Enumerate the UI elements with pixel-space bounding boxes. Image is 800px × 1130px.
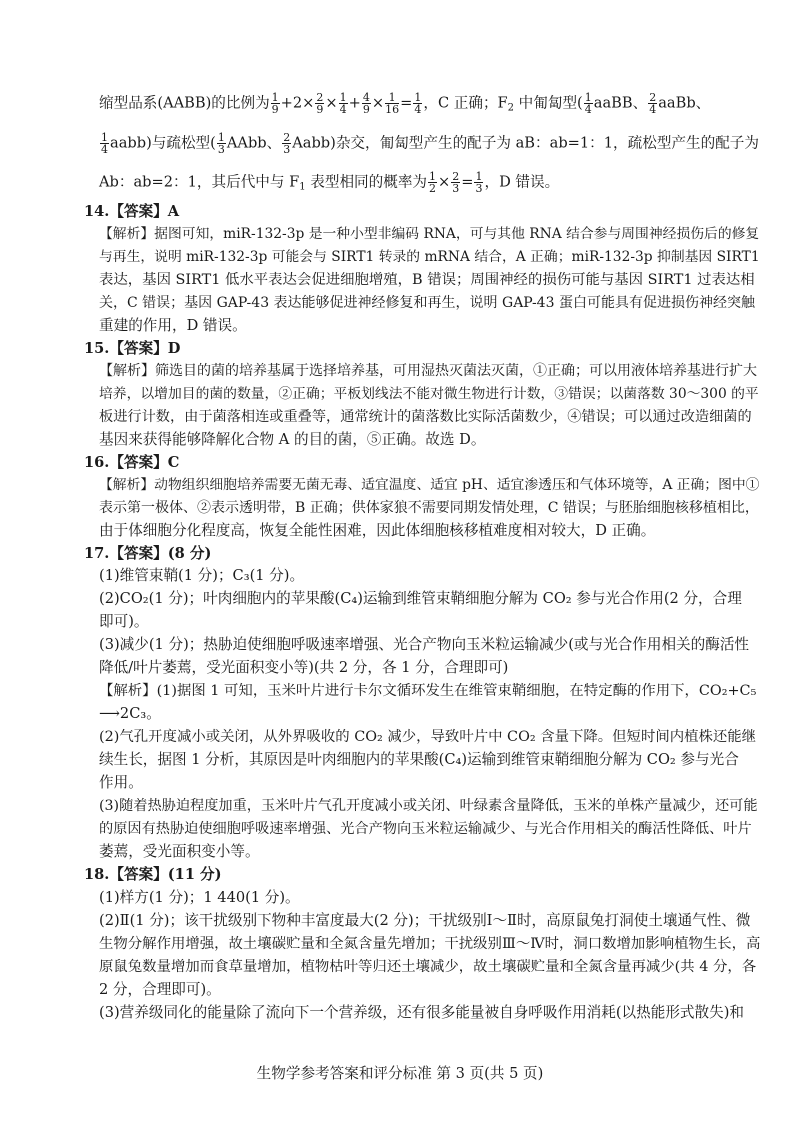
text-line: 板进行计数，由于菌落相连或重叠等，通常统计的菌落数比实际活菌数少，④错误；可以通过改造细菌的 <box>99 409 752 425</box>
answer-heading-16: 16.【答案】C <box>84 454 180 471</box>
text-line: 的原因有热胁迫使细胞呼吸速率增强、光合产物向玉米粒运输减少、与光合作用相关的酶活性降低、叶片 <box>99 821 752 837</box>
fraction: $\frac{1}{9}$ <box>271 91 279 116</box>
text-line: (3)随着热胁迫程度加重，玉米叶片气孔开度减小或关闭、叶绿素含量降低，玉米的单株产量减少，还可能 <box>99 798 758 814</box>
text-line: 表达，基因 SIRT1 低水平表达会促进细胞增殖，B 错误；周围神经的损伤可能与基因 SIRT1 过表达相 <box>99 272 755 288</box>
fraction: $\frac{1}{4}$ <box>101 131 108 156</box>
answer-heading-17: 17.【答案】(8 分) <box>84 545 212 562</box>
text-line: 即可)。 <box>99 613 149 630</box>
text-line: 与再生，说明 miR-132-3p 可能会与 SIRT1 转录的 mRNA 结合，A 正确；miR-132-3p 抑制基因 SIRT1 <box>99 249 760 265</box>
text-line: (3)减少(1 分)；热胁迫使细胞呼吸速率增强、光合产物向玉米粒运输减少(或与光合作用相关的酶活性 <box>99 636 750 653</box>
text-line: 关，C 错误；基因 GAP-43 表达能够促进神经修复和再生，说明 GAP-43 蛋白可能具有促进损伤神经突触 <box>99 295 755 311</box>
text-line: 原鼠兔数量增加而食草量增加，植物枯叶等归还土壤减少，故土壤碳贮量和全氮含量再减少(共 4 分，各 <box>99 959 757 975</box>
fraction: $\frac{1}{4}$ <box>339 91 347 116</box>
text-line: Ab：ab=2：1，其后代中与 $F_1$ 表型相同的概率为 $\frac{1}{2}$ × $\frac{2}{3}$ = $\frac{1}{3}$ ，D 错误。 <box>99 170 560 195</box>
page-footer: 生物学参考答案和评分标准 第 3 页(共 5 页) <box>256 1065 544 1082</box>
fraction: $\frac{2}{9}$ <box>316 91 324 116</box>
fraction: $\frac{1}{3}$ <box>217 131 225 156</box>
text-line: 基因来获得能够降解化合物 A 的目的菌，⑤正确。故选 D。 <box>99 431 486 448</box>
text-line: 【解析】动物组织细胞培养需要无菌无毒、适宜温度、适宜 pH、适宜渗透压和气体环境等，A 正确；图中① <box>99 477 760 493</box>
text-line: 萎蔫，受光面积变小等。 <box>99 843 260 860</box>
text-line: 重建的作用，D 错误。 <box>99 317 247 334</box>
text-line: ⟶2C₃。 <box>99 705 161 722</box>
fraction: $\frac{1}{4}$ <box>414 91 422 116</box>
fraction: $\frac{2}{3}$ <box>283 131 291 156</box>
text-line: 续生长，据图 1 分析，其原因是叶肉细胞内的苹果酸(C₄)运输到维管束鞘细胞分解为 CO₂ 参与光合 <box>99 751 739 768</box>
answer-heading-15: 15.【答案】D <box>84 340 181 357</box>
text-line: (1)维管束鞘(1 分)；C₃(1 分)。 <box>99 567 305 584</box>
text-line: 表示第一极体、②表示透明带，B 正确；供体家狼不需要同期发情处理，C 错误；与胚胎细胞核移植相比， <box>99 500 759 516</box>
answer-heading-14: 14.【答案】A <box>84 203 180 220</box>
fraction: $\frac{1}{2}$ <box>429 170 437 195</box>
fraction: $\frac{1}{4}$ <box>584 91 592 116</box>
fraction: $\frac{1}{16}$ <box>385 91 400 116</box>
answer-heading-18: 18.【答案】(11 分) <box>84 866 222 883</box>
text-line: 生物分解作用增强，故土壤碳贮量和全氮含量先增加；干扰级别Ⅲ～Ⅳ时，洞口数增加影响植物生长，高 <box>99 936 761 952</box>
text-line: 培养，以增加目的菌的数量，②正确；平板划线法不能对微生物进行计数，③错误；以菌落数 30～300 的平 <box>99 386 759 402</box>
text-line: 【解析】(1)据图 1 可知，玉米叶片进行卡尔文循环发生在维管束鞘细胞，在特定酶的作用下，CO₂+C₅ <box>99 683 757 699</box>
text-line: (1)样方(1 分)；1 440(1 分)。 <box>99 889 300 906</box>
text-run: 缩型品系(AABB)的比例为 <box>99 94 270 112</box>
text-line: 由于体细胞分化程度高，恢复全能性困难，因此体细胞核移植难度相对较大，D 正确。 <box>99 522 656 539</box>
text-line: 作用。 <box>99 774 143 791</box>
text-line: (2)CO₂(1 分)；叶肉细胞内的苹果酸(C₄)运输到维管束鞘细胞分解为 CO₂ 参与光合作用(2 分，合理 <box>99 590 742 607</box>
text-line: 缩型品系(AABB)的比例为 $\frac{1}{9}$ +2× $\frac{2}{9}$ × $\frac{1}{4}$ + $\frac{4}{9}$ × $\frac{1}{16}$ = $\frac{1}{4}$ ，C 正确；$F_2$ 中匍匐型( $\frac{1}{4}$ aaBB、 $\frac{2}{4}$ aaBb、 <box>99 91 711 116</box>
fraction: $\frac{1}{3}$ <box>475 170 483 195</box>
text-line: $\frac{1}{4}$ aabb)与疏松型( $\frac{1}{3}$ AAbb、 $\frac{2}{3}$ Aabb)杂交，匍匐型产生的配子为 aB：ab=1：1，疏松型产生的配子为 <box>101 131 759 156</box>
fraction: $\frac{2}{3}$ <box>452 170 460 195</box>
text-line: (2)气孔开度减小或关闭，从外界吸收的 CO₂ 减少，导致叶片中 CO₂ 含量下降。但短时间内植株还能继 <box>99 729 757 745</box>
text-line: (3)营养级同化的能量除了流向下一个营养级，还有很多能量被自身呼吸作用消耗(以热能形式散失)和 <box>99 1004 745 1021</box>
text-line: 2 分，合理即可)。 <box>99 981 221 998</box>
text-line: 【解析】据图可知，miR-132-3p 是一种小型非编码 RNA，可与其他 RNA 结合参与周围神经损伤后的修复 <box>99 226 760 242</box>
text-line: 降低/叶片萎蔫，受光面积变小等)(共 2 分，各 1 分，合理即可) <box>99 659 509 676</box>
fraction: $\frac{2}{4}$ <box>649 91 657 116</box>
text-line: 【解析】筛选目的菌的培养基属于选择培养基，可用湿热灭菌法灭菌，①正确；可以用液体培养基进行扩大 <box>99 363 757 379</box>
text-line: (2)Ⅱ(1 分)；该干扰级别下物种丰富度最大(2 分)；干扰级别Ⅰ～Ⅱ时，高原鼠兔打洞使土壤通气性、微 <box>99 912 751 929</box>
fraction: $\frac{4}{9}$ <box>362 91 370 116</box>
